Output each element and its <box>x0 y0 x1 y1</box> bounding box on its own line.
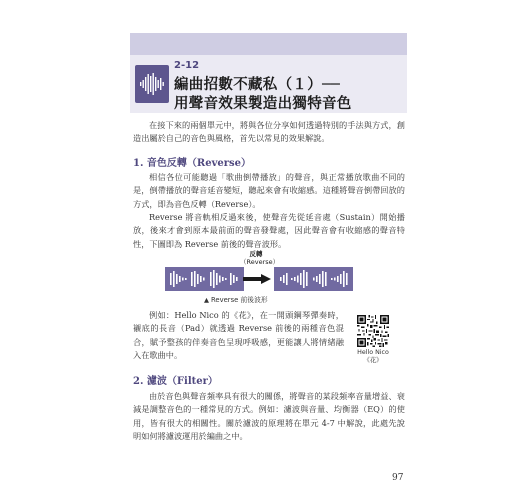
reverse-label-line-1: 反轉 <box>249 250 263 258</box>
qr-caption-line-2: 《花》 <box>363 357 383 364</box>
section-title-line-1: 編曲招數不藏私（１）── <box>174 77 341 93</box>
waveform-after <box>274 267 353 291</box>
reverse-paragraph-1: 相信各位可能聽過「歌曲倒帶播放」的聲音，與正常播放歌曲不同的是，倒帶播放的聲音延音變短，聽起來會有收縮感。這種將聲音倒帶回放的方式，即為音色反轉（Reverse）。 <box>133 172 405 209</box>
heading-reverse: 1. 音色反轉（Reverse） <box>133 158 252 169</box>
caption-text: Reverse 前後波形 <box>211 296 268 304</box>
figure-caption <box>204 294 268 304</box>
header-top-band <box>130 33 407 55</box>
example-paragraph: 例如：Hello Nico 的《花》，在一開頭鋼琴彈奏時，襯底的長音（Pad）就透過 Reverse 前後的兩種音色混合，賦予整孩的伴奏音色呈現呼吸感，更能讓人將情緒融入在歌曲中。 <box>133 310 344 361</box>
reverse-label <box>240 250 280 266</box>
heading-filter: 2. 濾波（Filter） <box>133 376 218 387</box>
waveform-icon <box>135 65 169 103</box>
reverse-label-line-2: （Reverse） <box>240 258 280 266</box>
reverse-paragraph-2: Reverse 將音軌相反過來後，使聲音先從延音處（Sustain）開始播放，後來才會到原本最前面的聲音發聲處，因此聲音會有收縮感的聲音特性，下圖即為 Reverse 前後的聲音波形。 <box>133 212 405 249</box>
qr-code[interactable] <box>357 315 389 347</box>
caption-marker: ▲ <box>204 296 209 304</box>
qr-caption <box>350 349 396 365</box>
section-number: 2-12 <box>174 60 200 71</box>
section-title-line-2: 用聲音效果製造出獨特音色 <box>174 96 352 112</box>
right-arrow-icon <box>243 274 271 284</box>
intro-paragraph: 在接下來的兩個單元中，將與各位分享如何透過特別的手法與方式，創造出屬於自己的音色與風格，首先以常見的效果解說。 <box>133 120 405 144</box>
page-number: 97 <box>392 473 404 483</box>
filter-paragraph: 由於音色與聲音頻率具有很大的關係，將聲音的某段頻率音量增益、衰減是調整音色的一種常見的方式。例如：濾波與音量、均衡器（EQ）的使用，皆有很大的相關性。關於濾波的原理將在單元 4-7 中解說，此處先說明如何將濾波運用於編曲之中。 <box>133 391 405 442</box>
waveform-before <box>165 267 244 291</box>
qr-caption-line-1: Hello Nico <box>357 349 389 356</box>
